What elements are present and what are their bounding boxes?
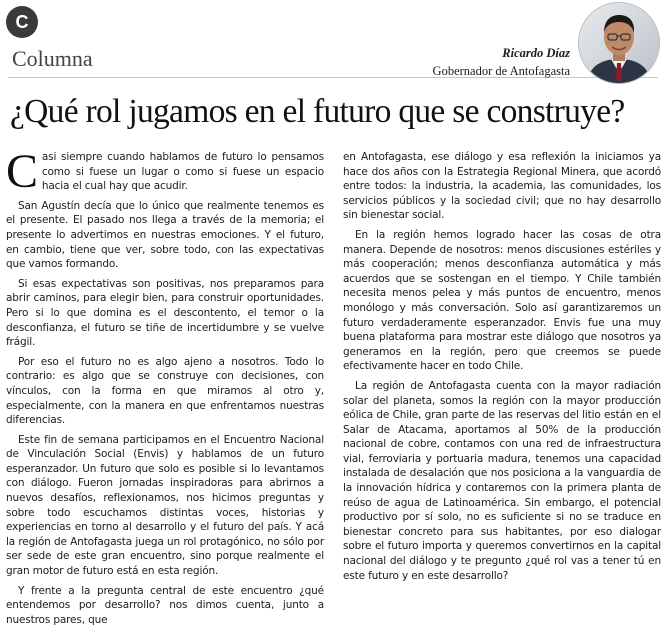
author-name: Ricardo Díaz [502, 46, 570, 60]
column-badge: C [6, 6, 38, 38]
author-role: Gobernador de Antofagasta [432, 64, 570, 78]
article-column-left [6, 145, 324, 632]
article-paragraph: La región de Antofagasta cuenta con la mayor radiación solar del planeta, somos la región con la mayor producción eólica de Chile, gran parte de las reservas del litio están en el Salar de Atacama, aportamos al 50% de la producción nacional de cobre, contamos con una red de infraestructura vial, ferroviaria y portuaria madura, tenemos una capacidad instalada de desalación que nos posiciona a la vanguardia de la innovación hídrica y contaremos con la primera planta de reúso de agua de Latinoamérica. Sin embargo, el potencial productivo por sí solo, no es suficiente si no se traduce en bienestar concreto para sus habitantes, por eso dialogar sobre el futuro importa y queremos convertirnos en la capital nacional del diálogo y te pregunto ¿qué rol vas a tener tú en este futuro y en este desarrollo? [343, 379, 661, 582]
article-paragraph: Casi siempre cuando hablamos de futuro lo pensamos como si fuese un lugar o como si fuese un espacio hacia el cual hay que acudir. [6, 145, 324, 198]
author-photo [578, 2, 660, 84]
drop-cap: C [6, 145, 38, 198]
article-paragraph: Por eso el futuro no es algo ajeno a nosotros. Todo lo contrario: es algo que se construye con decisiones, con vínculos, con la forma en que miramos al otro y, especialmente, con la manera en que enfrentamos nuestras diferencias. [6, 355, 324, 427]
article-column-right [343, 150, 661, 588]
article-paragraph: Si esas expectativas son positivas, nos preparamos para abrir caminos, para elegir bien, para construir oportunidades. Pero si lo que domina es el descontento, el temor o la desconfianza, el futuro se tiñe de incertidumbre y se vuelve frágil. [6, 277, 324, 349]
author-portrait-image [579, 3, 659, 83]
author-byline [433, 46, 570, 79]
article-paragraph: Este fin de semana participamos en el Encuentro Nacional de Vinculación Social (Envis) y hablamos de un futuro esperanzador. Un futuro que solo es posible si lo levantamos con diálogo. Fueron jornadas inspiradoras para abrirnos a nuevos desafíos, reflexionamos, nos hicimos preguntas y sobre todo escuchamos distintas voces, historias y experiencias en torno al desarrollo y el futuro del país. Y acá la región de Antofagasta juega un rol protagónico, no sólo por ser sede de este gran encuentro, sino porque realmente el gran motor de futuro está en esta región. [6, 433, 324, 578]
section-label: Columna [12, 46, 93, 71]
article-headline: ¿Qué rol jugamos en el futuro que se construye? [10, 93, 625, 130]
article-paragraph: en Antofagasta, ese diálogo y esa reflexión la iniciamos ya hace dos años con la Estrategia Regional Minera, que acordó entre todos: la industria, la academia, las comunidades, los servicios públicos y la sociedad civil; que no hay desarrollo sin bienestar social. [343, 151, 661, 222]
article-paragraph: Y frente a la pregunta central de este encuentro ¿qué entendemos por desarrollo? nos dimos cuenta, junto a nuestros pares, que [6, 584, 324, 626]
article-paragraph: San Agustín decía que lo único que realmente tenemos es el presente. El pasado nos llega a través de la memoria; el presente lo advertimos en nuestras emociones. Y el futuro, en cambio, tiene que ver, sobre todo, con las expectativas que vamos formando. [6, 199, 324, 271]
article-paragraph: En la región hemos logrado hacer las cosas de otra manera. Depende de nosotros: menos discusiones estériles y más cooperación; menos desconfianza automática y más acuerdos que se sostengan en el tiempo. Y Chile también necesita menos pelea y más puntos de encuentro, menos monólogo y más conversación. Solo así garantizaremos un futuro verdaderamente esperanzador. Envis fue una muy buena plataforma para mostrar este diálogo que nosotros ya generamos en la región, pero que creemos se puede efectivamente hacer en todo Chile. [343, 228, 661, 373]
